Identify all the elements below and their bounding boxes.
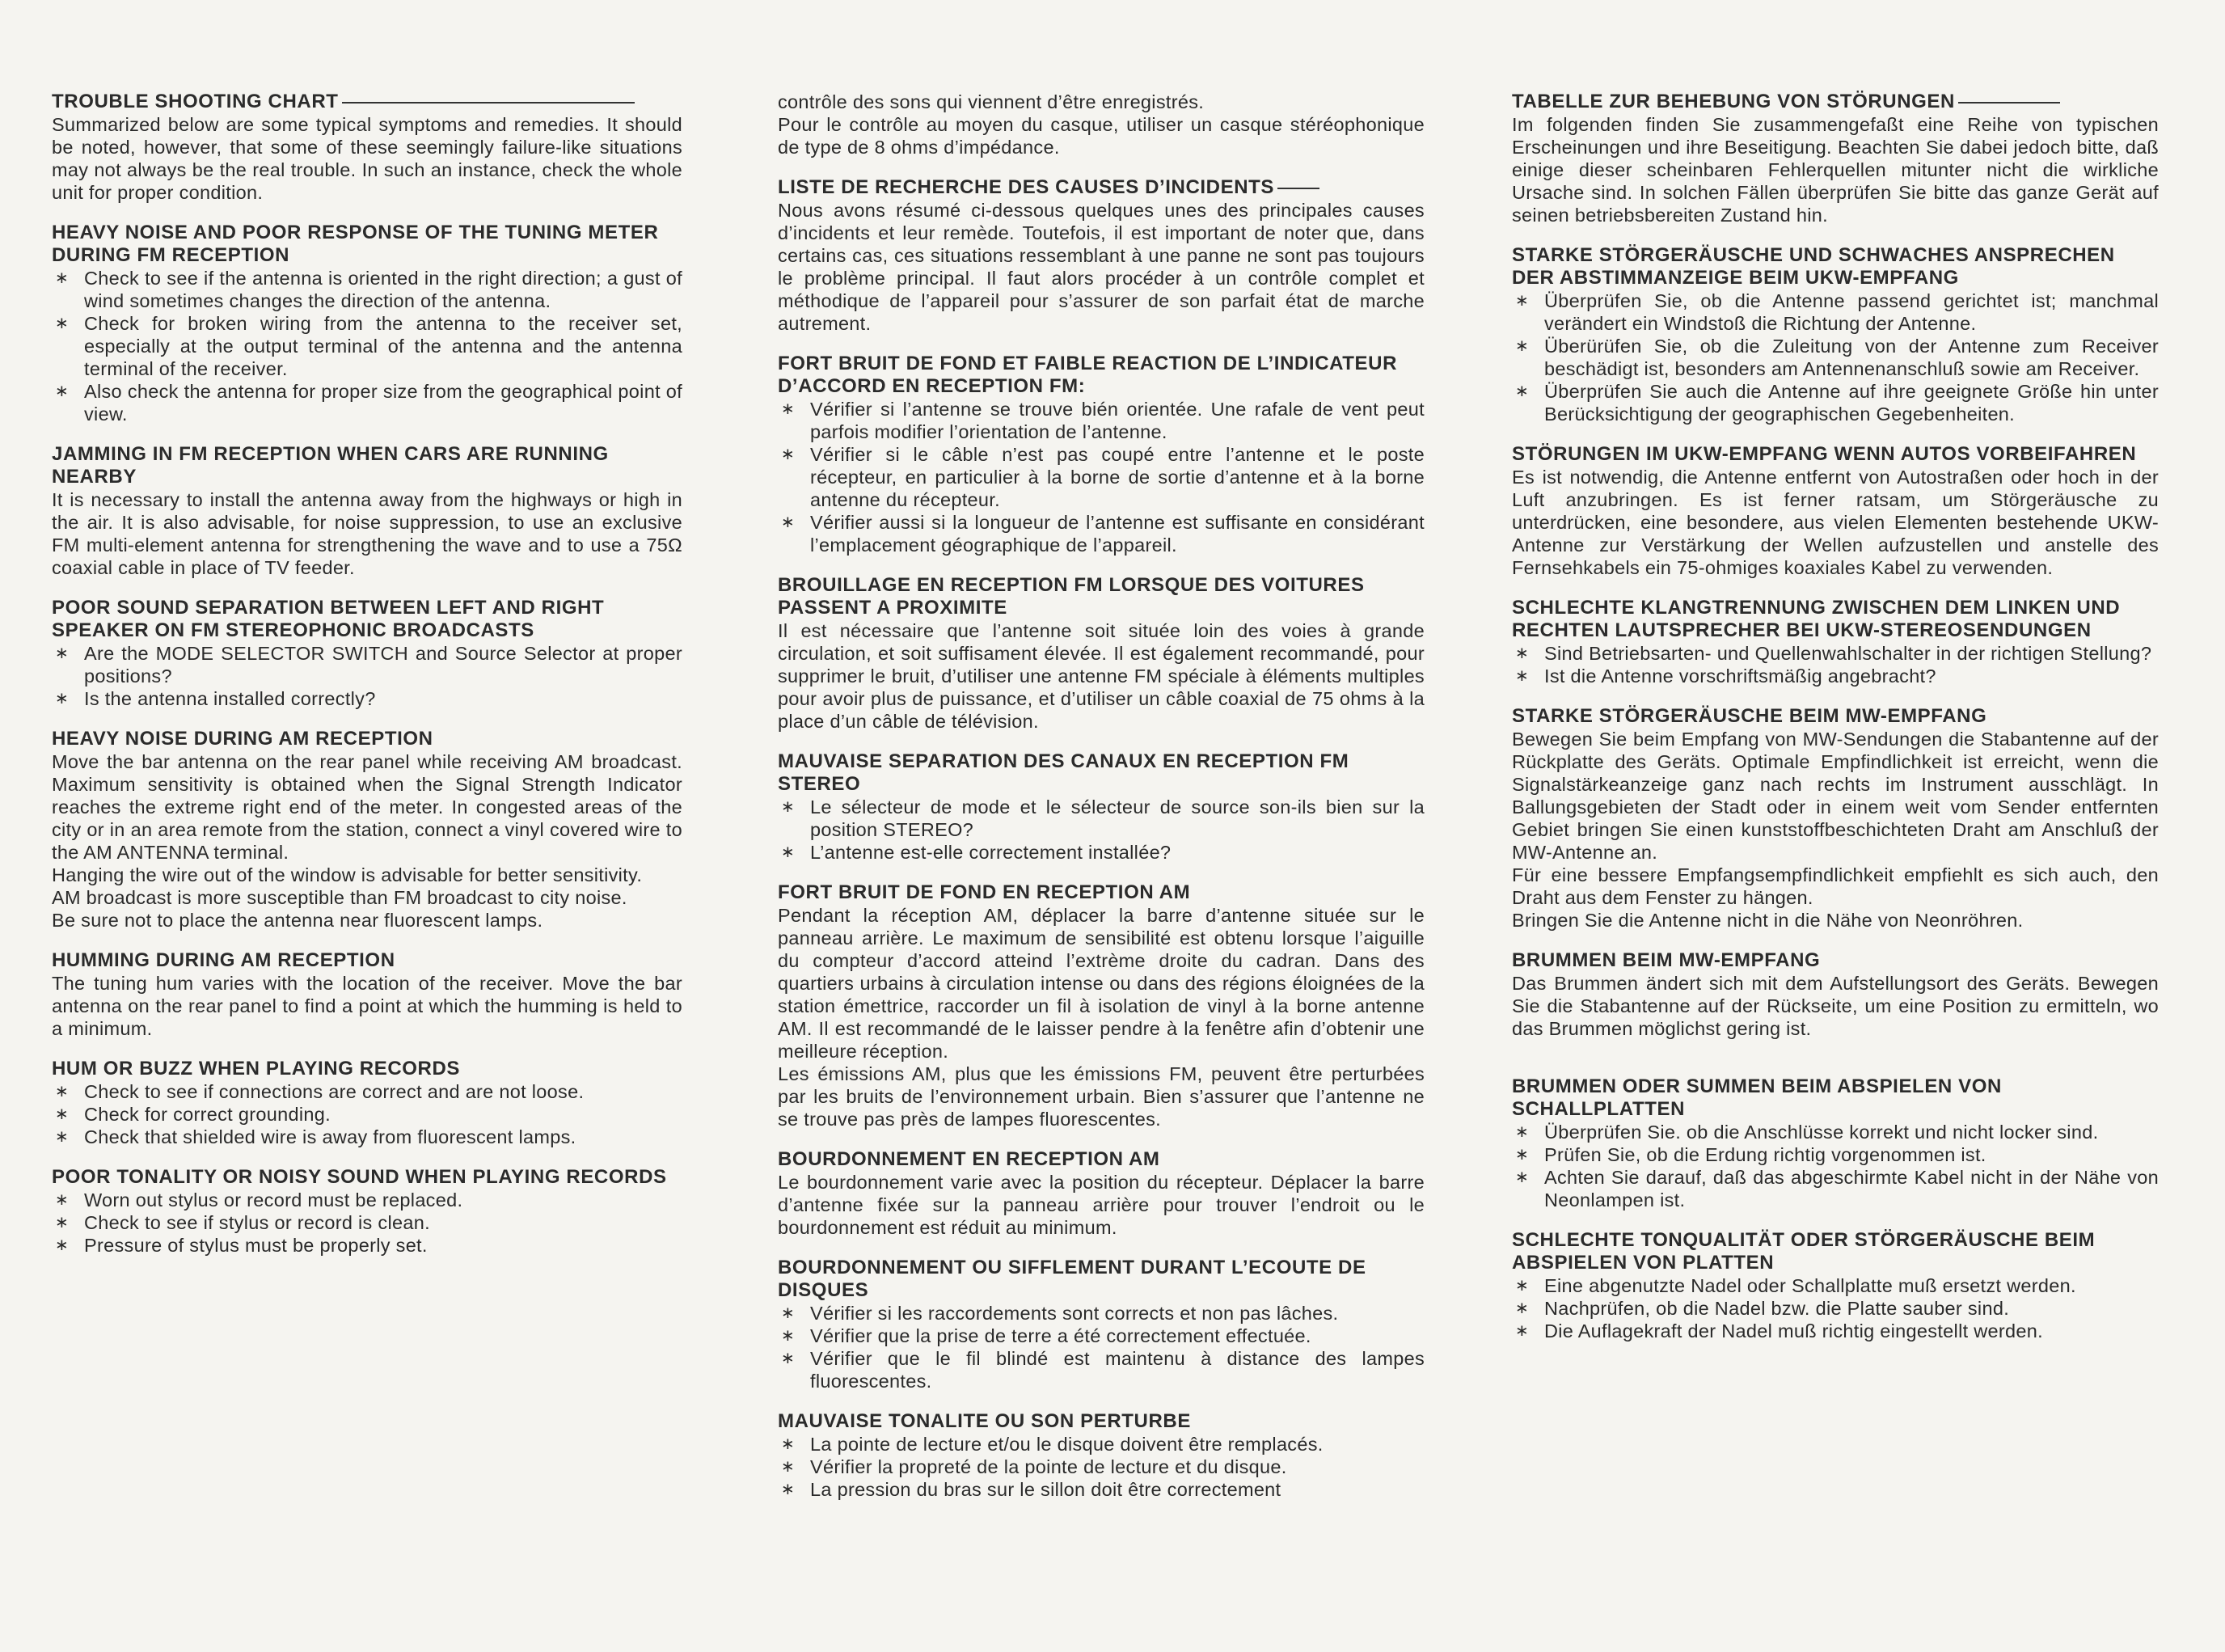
section-fr-fm-bruit [778, 353, 1425, 556]
section-de-tabelle [1512, 91, 2159, 226]
section-title: STÖRUNGEN IM UKW-EMPFANG WENN AUTOS VORBEIFAHREN [1512, 443, 2137, 465]
bullet-list [52, 642, 682, 710]
list-item: ∗ Sind Betriebsarten- und Quellenwahlschalter in der richtigen Stellung? [1512, 642, 2159, 665]
section-title: BRUMMEN BEIM MW-EMPFANG [1512, 949, 1821, 971]
list-item: ∗ Achten Sie darauf, daß das abgeschirmte Kabel nicht in der Nähe von Neonlampen ist. [1512, 1166, 2159, 1211]
list-item: ∗ L’antenne est-elle correctement installée? [778, 841, 1425, 864]
paragraph: Les émissions AM, plus que les émissions FM, peuvent être perturbées par les bruits de l’environnement urbain. Bien s’assurer que l’antenne ne se trouve pas près de lampes fluorescentes. [778, 1063, 1425, 1130]
list-item: ∗ Überprüfen Sie. ob die Anschlüsse korrekt und nicht locker sind. [1512, 1121, 2159, 1143]
list-item: ∗ Überürüfen Sie, ob die Zuleitung von der Antenne zum Receiver beschädigt ist, besonders am Antennenanschluß sowie am Receiver. [1512, 335, 2159, 380]
bullet-list [1512, 289, 2159, 425]
paragraph: AM broadcast is more susceptible than FM broadcast to city noise. [52, 887, 627, 908]
german-column [1512, 91, 2159, 1360]
list-item: ∗ Ist die Antenne vorschriftsmäßig angebracht? [1512, 665, 2159, 687]
paragraph: Bringen Sie die Antenne nicht in die Nähe von Neonröhren. [1512, 910, 2024, 931]
section-fr-tonalite [778, 1410, 1425, 1501]
bullet-list [52, 267, 682, 425]
section-title: STARKE STÖRGERÄUSCHE BEIM MW-EMPFANG [1512, 705, 1987, 727]
paragraph: The tuning hum varies with the location of the receiver. Move the bar antenna on the rear panel to find a point at which the humming is held to a minimum. [52, 973, 682, 1039]
bullet-list [1512, 1274, 2159, 1342]
bullet-list [1512, 642, 2159, 687]
section-title: POOR TONALITY OR NOISY SOUND WHEN PLAYING RECORDS [52, 1166, 667, 1188]
list-item: ∗ Eine abgenutzte Nadel oder Schallplatte muß ersetzt werden. [1512, 1274, 2159, 1297]
section-am-humming [52, 949, 682, 1040]
list-item: ∗ Check for correct grounding. [52, 1103, 682, 1126]
list-item: ∗ Are the MODE SELECTOR SWITCH and Source Selector at proper positions? [52, 642, 682, 687]
paragraph: Summarized below are some typical symptoms and remedies. It should be noted, however, that some of these seemingly failure-like situations may not always be the real trouble. In such an instance, check the whole unit for proper condition. [52, 114, 682, 203]
section-fm-jamming [52, 443, 682, 579]
paragraph: Pour le contrôle au moyen du casque, utiliser un casque stéréophonique de type de 8 ohms d’impédance. [778, 114, 1425, 158]
section-title: FORT BRUIT DE FOND EN RECEPTION AM [778, 881, 1191, 903]
section-de-autos [1512, 443, 2159, 579]
section-fm-heavy-noise [52, 222, 682, 425]
section-title: HEAVY NOISE AND POOR RESPONSE OF THE TUNING METER DURING FM RECEPTION [52, 222, 659, 266]
section-hum-records [52, 1058, 682, 1148]
section-poor-separation [52, 597, 682, 710]
paragraph: Das Brummen ändert sich mit dem Aufstellungsort des Geräts. Bewegen Sie die Stabantenne auf der Rückseite, um eine Position zu ermitteln, wo das Brummen möglichst gering ist. [1512, 973, 2159, 1039]
section-title: TROUBLE SHOOTING CHART [52, 91, 339, 112]
paragraph: Move the bar antenna on the rear panel while receiving AM broadcast. Maximum sensitivity is obtained when the Signal Strength Indicator reaches the extreme right end of the meter. In congested areas of the city or in an area remote from the station, connect a vinyl covered wire to the AM ANTENNA terminal. [52, 751, 682, 863]
list-item: ∗ Die Auflagekraft der Nadel muß richtig eingestellt werden. [1512, 1320, 2159, 1342]
list-item: ∗ La pointe de lecture et/ou le disque doivent être remplacés. [778, 1433, 1425, 1456]
section-poor-tonality [52, 1166, 682, 1257]
bullet-list [1512, 1121, 2159, 1211]
bullet-list [52, 1080, 682, 1148]
bullet-list [778, 796, 1425, 864]
paragraph: Im folgenden finden Sie zusammengefaßt eine Reihe von typischen Erscheinungen und ihre Beseitigung. Beachten Sie dabei jedoch bitte, daß einige dieser scheinbaren Fehlerquellen mitunter nicht die wirkliche Ursache sind. In solchen Fällen überprüfen Sie bitte das ganze Gerät auf seinen betriebsbereiten Zustand hin. [1512, 114, 2159, 226]
heading-rule [1277, 188, 1319, 189]
french-column [778, 91, 1425, 1519]
paragraph: Bewegen Sie beim Empfang von MW-Sendungen die Stabantenne auf der Rückplatte des Geräts. Optimale Empfindlichkeit ist erreicht, wenn die Signalstärkeanzeige ganz nach rechts im Instrument ausschlägt. In Ballungsgebieten der Stadt oder in einem weit vom Sender entfernten Gebiet bringen Sie einen kunststoffbeschichteten Draht am Anschluß der MW-Antenne an. [1512, 729, 2159, 863]
paragraph: Pendant la réception AM, déplacer la barre d’antenne située sur le panneau arrière. Le maximum de sensibilité est obtenu lorsque l’aiguille du compteur d’accord atteind l’extrème droite du cadran. Dans des quartiers urbains à circulation intense ou dans des régions éloignées de la station émettrice, raccorder un fil à isolation de vinyl à la borne antenne AM. Il est recommandé de le laisser pendre à la fenêtre afin d’obtenir une meilleure réception. [778, 905, 1425, 1062]
bullet-list [778, 1302, 1425, 1392]
section-fr-disques [778, 1257, 1425, 1392]
section-title: MAUVAISE TONALITE OU SON PERTURBE [778, 1410, 1191, 1432]
list-item: ∗ Nachprüfen, ob die Nadel bzw. die Platte sauber sind. [1512, 1297, 2159, 1320]
section-title: BRUMMEN ODER SUMMEN BEIM ABSPIELEN VON SCHALLPLATTEN [1512, 1075, 2002, 1120]
list-item: ∗ Vérifier que le fil blindé est maintenu à distance des lampes fluorescentes. [778, 1347, 1425, 1392]
list-item: ∗ La pression du bras sur le sillon doit être correctement [778, 1478, 1425, 1501]
section-fr-am-bourdonnement [778, 1148, 1425, 1239]
section-title: BROUILLAGE EN RECEPTION FM LORSQUE DES VOITURES PASSENT A PROXIMITE [778, 574, 1365, 619]
list-item: ∗ Überprüfen Sie, ob die Antenne passend gerichtet ist; manchmal verändert ein Windstoß die Richtung der Antenne. [1512, 289, 2159, 335]
bullet-list [52, 1189, 682, 1257]
section-de-mw-stoerung [1512, 705, 2159, 932]
list-item: ∗ Vérifier si l’antenne se trouve bién orientée. Une rafale de vent peut parfois modifier l’orientation de l’antenne. [778, 398, 1425, 443]
list-item: ∗ Le sélecteur de mode et le sélecteur de source son-ils bien sur la position STEREO? [778, 796, 1425, 841]
section-title: JAMMING IN FM RECEPTION WHEN CARS ARE RUNNING NEARBY [52, 443, 609, 488]
list-item: ∗ Check that shielded wire is away from fluorescent lamps. [52, 1126, 682, 1148]
list-item: ∗ Vérifier la propreté de la pointe de lecture et du disque. [778, 1456, 1425, 1478]
section-title: HUMMING DURING AM RECEPTION [52, 949, 395, 971]
paragraph: Es ist notwendig, die Antenne entfernt von Autostraßen oder hoch in der Luft anzubringen. Es ist ferner ratsam, um Störgeräusche zu unterdrücken, eine besondere, aus vielen Elementen bestehende UKW-Antenne zur Verstärkung der Wellen aufzustellen und anstelle des Fernsehkabels ein 75-ohmiges koaxiales Kabel zu verwenden. [1512, 467, 2159, 578]
list-item: ∗ Vérifier que la prise de terre a été correctement effectuée. [778, 1325, 1425, 1347]
section-title: BOURDONNEMENT EN RECEPTION AM [778, 1148, 1160, 1170]
list-item: ∗ Prüfen Sie, ob die Erdung richtig vorgenommen ist. [1512, 1143, 2159, 1166]
section-trouble-shooting-chart [52, 91, 682, 204]
section-title: TABELLE ZUR BEHEBUNG VON STÖRUNGEN [1512, 91, 1955, 112]
list-item: ∗ Pressure of stylus must be properly set. [52, 1234, 682, 1257]
section-title: HEAVY NOISE DURING AM RECEPTION [52, 728, 433, 750]
paragraph: Nous avons résumé ci-dessous quelques unes des principales causes d’incidents et leur remède. Toutefois, il est important de noter que, dans certains cas, ces situations ressemblant à une panne ne sont pas toujours le problème principal. Il faut alors procéder à un contrôle complet et méthodique de l’appareil pour s’assurer de son parfait état de marche autrement. [778, 200, 1425, 334]
bullet-list [778, 1433, 1425, 1501]
paragraph: Il est nécessaire que l’antenne soit située loin des voies à grande circulation, et soit suffisament élevée. Il est également recommandé, pour supprimer le bruit, d’utiliser une antenne FM spéciale à éléments multiples pour avoir plus de puissance, et d’utiliser un câble coaxial de 75 ohms à la place d’un câble de télévision. [778, 620, 1425, 732]
section-fr-am-bruit [778, 881, 1425, 1130]
section-title: SCHLECHTE KLANGTRENNUNG ZWISCHEN DEM LINKEN UND RECHTEN LAUTSPRECHER BEI UKW-STEREOSENDUNGEN [1512, 597, 2121, 641]
section-title: HUM OR BUZZ WHEN PLAYING RECORDS [52, 1058, 460, 1080]
section-title: FORT BRUIT DE FOND ET FAIBLE REACTION DE L’INDICATEUR D’ACCORD EN RECEPTION FM: [778, 353, 1398, 397]
section-de-ukw-stoerung [1512, 244, 2159, 425]
section-de-tonqualitaet [1512, 1229, 2159, 1342]
list-item: ∗ Check to see if connections are correct and are not loose. [52, 1080, 682, 1103]
list-item: ∗ Vérifier si le câble n’est pas coupé entre l’antenne et le poste récepteur, en particulier à la borne de sortie d’antenne et à la borne antenne du récepteur. [778, 443, 1425, 511]
section-fr-continuation [778, 91, 1425, 158]
list-item: ∗ Check for broken wiring from the antenna to the receiver set, especially at the output terminal of the antenna and the antenna terminal of the receiver. [52, 312, 682, 380]
section-de-schallplatten [1512, 1075, 2159, 1211]
list-item: ∗ Is the antenna installed correctly? [52, 687, 682, 710]
list-item: ∗ Vérifier aussi si la longueur de l’antenne est suffisante en considérant l’emplacement géographique de l’appareil. [778, 511, 1425, 556]
paragraph: Be sure not to place the antenna near fluorescent lamps. [52, 910, 543, 931]
section-fr-liste-recherche [778, 176, 1425, 335]
section-title: MAUVAISE SEPARATION DES CANAUX EN RECEPTION FM STEREO [778, 750, 1349, 795]
paragraph: Hanging the wire out of the window is advisable for better sensitivity. [52, 864, 643, 885]
section-fr-brouillage [778, 574, 1425, 733]
english-column [52, 91, 682, 1274]
section-title: STARKE STÖRGERÄUSCHE UND SCHWACHES ANSPRECHEN DER ABSTIMMANZEIGE BEIM UKW-EMPFANG [1512, 244, 2115, 289]
section-title: BOURDONNEMENT OU SIFFLEMENT DURANT L’ECOUTE DE DISQUES [778, 1257, 1366, 1301]
paragraph: Le bourdonnement varie avec la position du récepteur. Déplacer la barre d’antenne fixée sur la panneau arrière pour trouver l’endroit ou le bourdonnement est réduit au minimum. [778, 1172, 1425, 1238]
list-item: ∗ Vérifier si les raccordements sont corrects et non pas lâches. [778, 1302, 1425, 1325]
list-item: ∗ Also check the antenna for proper size from the geographical point of view. [52, 380, 682, 425]
paragraph: Für eine bessere Empfangsempfindlichkeit empfiehlt es sich auch, den Draht aus dem Fenster zu hängen. [1512, 864, 2159, 908]
section-de-klangtrennung [1512, 597, 2159, 687]
list-item: ∗ Check to see if the antenna is oriented in the right direction; a gust of wind sometimes changes the direction of the antenna. [52, 267, 682, 312]
heading-rule [1958, 102, 2060, 104]
paragraph: contrôle des sons qui viennent d’être enregistrés. [778, 91, 1205, 112]
bullet-list [778, 398, 1425, 556]
heading-rule [342, 102, 635, 104]
section-title: SCHLECHTE TONQUALITÄT ODER STÖRGERÄUSCHE BEIM ABSPIELEN VON PLATTEN [1512, 1229, 2096, 1274]
section-fr-separation [778, 750, 1425, 864]
list-item: ∗ Check to see if stylus or record is clean. [52, 1211, 682, 1234]
paragraph: It is necessary to install the antenna away from the highways or high in the air. It is also advisable, for noise suppression, to use an exclusive FM multi-element antenna for strengthening the wave and to use a 75Ω coaxial cable in place of TV feeder. [52, 489, 682, 578]
section-title: POOR SOUND SEPARATION BETWEEN LEFT AND RIGHT SPEAKER ON FM STEREOPHONIC BROADCASTS [52, 597, 605, 641]
list-item: ∗ Überprüfen Sie auch die Antenne auf ihre geeignete Größe hin unter Berücksichtigung der geographischen Gegebenheiten. [1512, 380, 2159, 425]
section-am-heavy-noise [52, 728, 682, 932]
section-title: LISTE DE RECHERCHE DES CAUSES D’INCIDENTS [778, 176, 1275, 198]
section-de-mw-brummen [1512, 949, 2159, 1040]
list-item: ∗ Worn out stylus or record must be replaced. [52, 1189, 682, 1211]
